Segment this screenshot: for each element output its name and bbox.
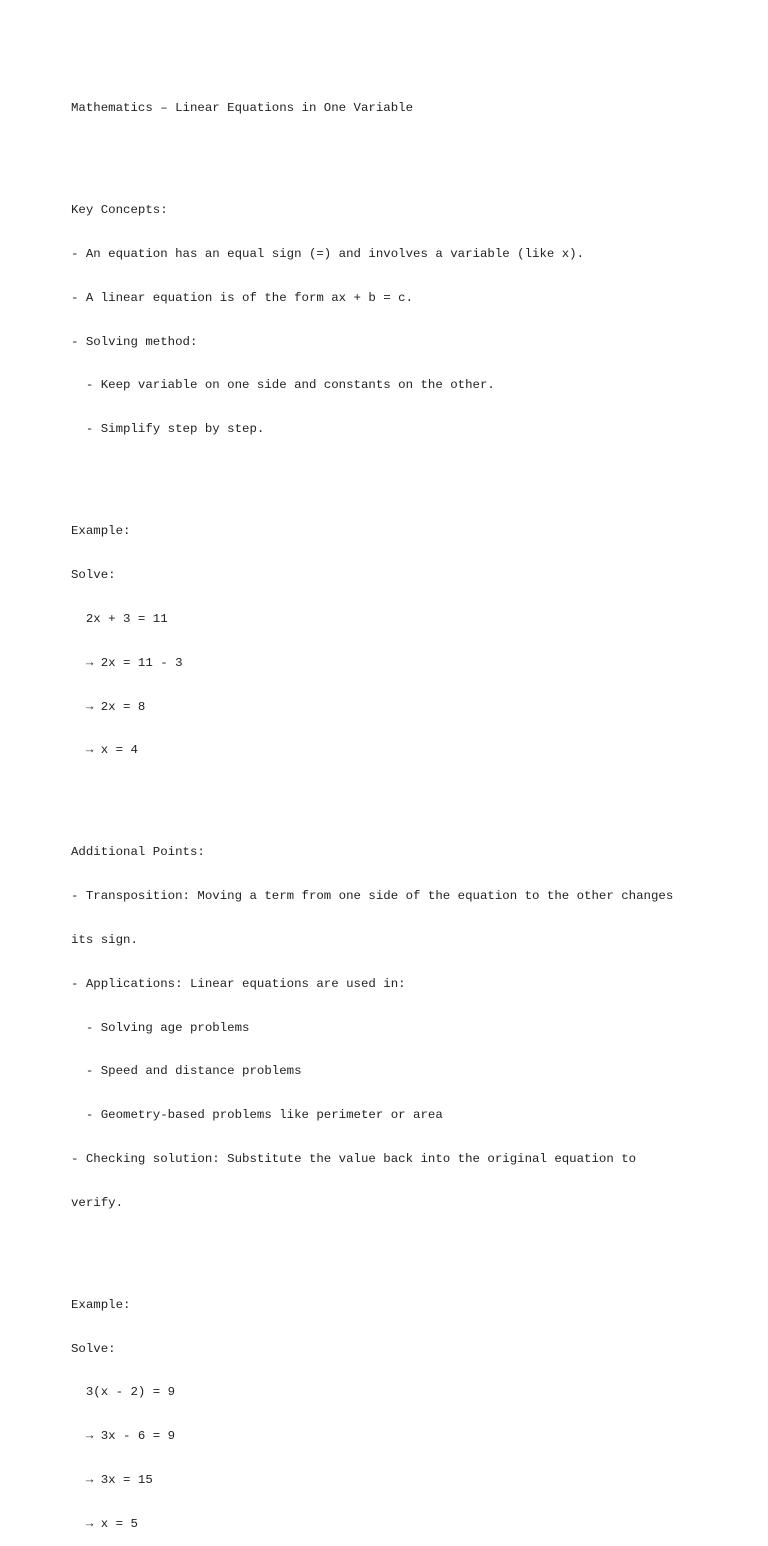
key-concept-line: - Simplify step by step. (71, 422, 265, 437)
example2-step: → 3x - 6 = 9 (71, 1429, 176, 1444)
example1-step: → 2x = 11 - 3 (71, 655, 183, 670)
example2-step: 3(x - 2) = 9 (71, 1385, 176, 1400)
example2-step: → x = 5 (71, 1516, 138, 1531)
key-concepts-heading: Key Concepts: (71, 203, 168, 218)
example1-step: 2x + 3 = 11 (71, 611, 168, 626)
example1-solve-label: Solve: (71, 568, 116, 583)
key-concept-line: - Keep variable on one side and constants on the other. (71, 378, 495, 393)
document-page (71, 72, 711, 1546)
example1-heading: Example: (71, 524, 131, 539)
key-concept-line: - An equation has an equal sign (=) and involves a variable (like x). (71, 247, 585, 262)
example1-step: → x = 4 (71, 743, 138, 758)
spacer (71, 466, 711, 481)
example2-step: → 3x = 15 (71, 1473, 153, 1487)
spacer (71, 145, 711, 160)
document-title: Mathematics – Linear Equations in One Variable (71, 101, 414, 116)
example1-step: → 2x = 8 (71, 699, 146, 714)
spacer (71, 787, 711, 802)
key-concept-line: - A linear equation is of the form ax + b = c. (71, 290, 414, 305)
additional-point-line: - Solving age problems (71, 1020, 250, 1035)
additional-points-heading: Additional Points: (71, 845, 205, 860)
additional-point-line: its sign. (71, 933, 138, 948)
example2-heading: Example: (71, 1297, 131, 1312)
example2-solve-label: Solve: (71, 1341, 116, 1356)
additional-point-line: - Checking solution: Substitute the value back into the original equation to (71, 1151, 637, 1166)
key-concept-line: - Solving method: (71, 334, 198, 349)
additional-point-line: verify. (71, 1195, 124, 1210)
spacer (71, 1240, 711, 1255)
additional-point-line: - Applications: Linear equations are used in: (71, 976, 406, 991)
additional-point-line: - Geometry-based problems like perimeter or area (71, 1108, 443, 1123)
additional-point-line: - Transposition: Moving a term from one side of the equation to the other changes (71, 889, 674, 904)
additional-point-line: - Speed and distance problems (71, 1064, 302, 1079)
